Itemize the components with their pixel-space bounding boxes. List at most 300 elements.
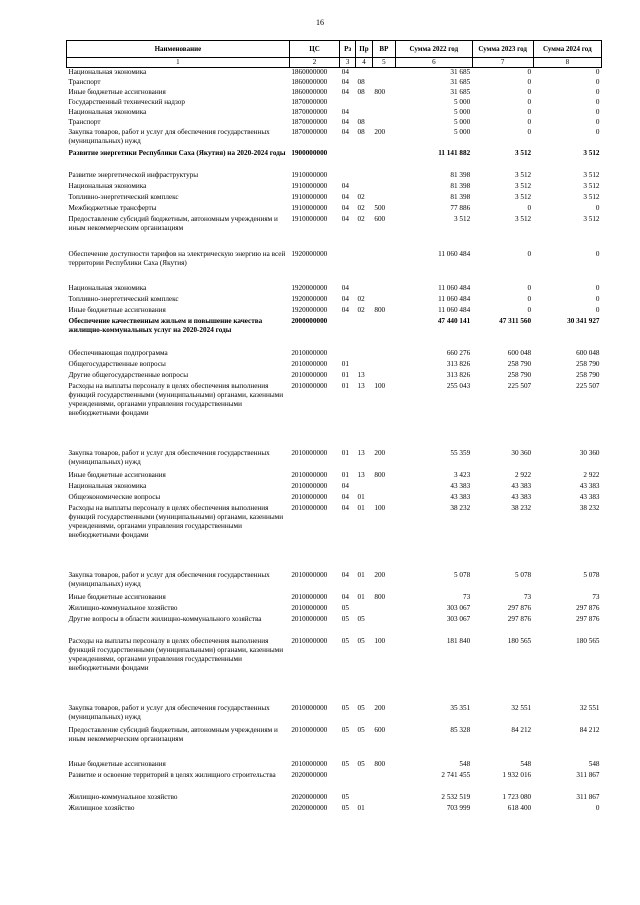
row-expense-type-code [372, 78, 395, 88]
row-subsection-code: 02 [357, 203, 365, 212]
row-sum-2023: 0 [527, 117, 532, 126]
table-row [67, 182, 602, 193]
row-sum-2024: 0 [595, 127, 600, 136]
row-name: Развитие энергетической инфраструктуры [68, 170, 199, 179]
row-section-code: 05 [341, 759, 349, 768]
row-sum-2024: 297 876 [576, 614, 600, 623]
row-section-code: 04 [341, 294, 349, 303]
table-row [67, 504, 602, 571]
row-name: Предоставление субсидий бюджетным, автономным учреждениям и иным некоммерческим организациям [68, 214, 278, 232]
header-sum-2022: Сумма 2022 год [395, 41, 472, 58]
table-row [67, 193, 602, 204]
row-target-code: 2010000000 [291, 592, 328, 601]
table-row [67, 317, 602, 349]
table-row [67, 382, 602, 449]
row-target-code: 1900000000 [291, 148, 328, 157]
row-sum-2024: 30 360 [579, 448, 600, 457]
column-index-row [67, 58, 602, 68]
row-sum-2022: 81 398 [450, 192, 471, 201]
row-sum-2024: 43 383 [579, 492, 600, 501]
row-subsection-code [356, 108, 373, 118]
row-sum-2024: 3 512 [583, 192, 600, 201]
row-sum-2024: 3 512 [583, 170, 600, 179]
row-section-code: 04 [341, 203, 349, 212]
row-sum-2024: 548 [588, 759, 600, 768]
row-sum-2023: 0 [527, 249, 532, 258]
page-number: 16 [316, 18, 324, 27]
table-row [67, 204, 602, 215]
row-sum-2024: 311 867 [576, 770, 600, 779]
row-section-code [340, 171, 356, 182]
column-index: 7 [472, 58, 533, 68]
row-expense-type-code: 200 [374, 127, 386, 136]
row-expense-type-code: 800 [374, 759, 386, 768]
row-expense-type-code [372, 193, 395, 204]
row-target-code: 1910000000 [291, 203, 328, 212]
row-section-code: 05 [341, 792, 349, 801]
row-target-code: 2020000000 [291, 803, 328, 812]
row-name: Транспорт [68, 77, 101, 86]
header-name: Наименование [67, 41, 290, 58]
table-row [67, 793, 602, 804]
row-expense-type-code: 600 [374, 214, 386, 223]
row-target-code: 2010000000 [291, 359, 328, 368]
row-sum-2022: 43 383 [450, 481, 471, 490]
row-target-code: 1910000000 [291, 192, 328, 201]
row-expense-type-code: 200 [374, 570, 386, 579]
row-section-code: 05 [341, 703, 349, 712]
row-name: Государственный технический надзор [68, 97, 185, 106]
row-sum-2023: 43 383 [511, 481, 532, 490]
row-target-code: 2010000000 [291, 636, 328, 645]
row-sum-2023: 3 512 [514, 192, 532, 201]
row-section-code: 04 [341, 127, 349, 136]
row-subsection-code: 08 [357, 127, 365, 136]
row-sum-2022: 31 685 [450, 77, 471, 86]
row-subsection-code: 01 [357, 803, 365, 812]
row-name: Закупка товаров, работ и услуг для обеспечения государственных (муниципальных) нужд [68, 448, 270, 466]
row-expense-type-code [372, 118, 395, 128]
row-section-code: 04 [341, 117, 349, 126]
column-index: 8 [533, 58, 601, 68]
table-row [67, 604, 602, 615]
row-target-code: 2010000000 [291, 759, 328, 768]
row-name: Иные бюджетные ассигнования [68, 592, 166, 601]
row-name: Другие общегосударственные вопросы [68, 370, 189, 379]
row-sum-2023: 618 400 [507, 803, 532, 812]
row-target-code: 1910000000 [291, 181, 328, 190]
row-expense-type-code: 500 [374, 203, 386, 212]
row-sum-2022: 11 060 484 [438, 305, 471, 314]
row-sum-2023: 43 383 [511, 492, 532, 501]
row-name: Расходы на выплаты персоналу в целях обеспечения выполнения функций государственными (муниципальными) органами, казенными учреждениями, органами управления государственными внебюджетными фондами [68, 503, 284, 539]
row-sum-2023: 0 [527, 294, 532, 303]
row-subsection-code: 01 [357, 592, 365, 601]
row-expense-type-code [372, 295, 395, 306]
row-sum-2024: 0 [595, 107, 600, 116]
row-target-code: 1870000000 [291, 107, 328, 116]
row-sum-2022: 313 826 [446, 370, 471, 379]
row-section-code: 04 [341, 570, 349, 579]
row-subsection-code: 02 [357, 214, 365, 223]
row-subsection-code [356, 771, 373, 793]
row-sum-2023: 1 932 016 [502, 770, 532, 779]
row-expense-type-code: 800 [374, 592, 386, 601]
row-section-code: 04 [341, 592, 349, 601]
row-expense-type-code [372, 793, 395, 804]
row-subsection-code: 01 [357, 492, 365, 501]
row-sum-2023: 0 [527, 87, 532, 96]
row-sum-2023: 3 512 [514, 181, 532, 190]
row-section-code: 05 [341, 603, 349, 612]
row-subsection-code [356, 171, 373, 182]
row-target-code: 1920000000 [291, 305, 328, 314]
row-sum-2024: 600 048 [576, 348, 600, 357]
row-target-code: 2010000000 [291, 470, 328, 479]
row-sum-2024: 0 [595, 97, 600, 106]
row-expense-type-code: 100 [374, 636, 386, 645]
row-name: Топливно-энергетический комплекс [68, 192, 179, 201]
row-sum-2022: 5 000 [454, 117, 471, 126]
row-name: Предоставление субсидий бюджетным, автономным учреждениям и иным некоммерческим организациям [68, 725, 278, 743]
row-target-code: 1920000000 [291, 249, 328, 258]
row-section-code: 01 [341, 359, 349, 368]
table-row [67, 637, 602, 704]
row-name: Закупка товаров, работ и услуг для обеспечения государственных (муниципальных) нужд [68, 127, 270, 145]
row-expense-type-code [372, 482, 395, 493]
row-subsection-code: 05 [357, 759, 365, 768]
row-sum-2023: 3 512 [514, 148, 532, 157]
row-section-code: 05 [341, 614, 349, 623]
row-expense-type-code: 800 [374, 87, 386, 96]
column-index: 6 [395, 58, 472, 68]
row-sum-2023: 2 922 [514, 470, 532, 479]
table-row [67, 371, 602, 382]
table-row [67, 108, 602, 118]
row-target-code: 2010000000 [291, 348, 328, 357]
row-sum-2024: 32 551 [579, 703, 600, 712]
table-row [67, 449, 602, 471]
row-sum-2022: 38 232 [450, 503, 471, 512]
row-subsection-code: 02 [357, 294, 365, 303]
table-row [67, 78, 602, 88]
row-sum-2024: 0 [595, 283, 600, 292]
row-expense-type-code [372, 371, 395, 382]
row-name: Иные бюджетные ассигнования [68, 759, 166, 768]
row-sum-2022: 31 685 [450, 87, 471, 96]
row-target-code: 1870000000 [291, 117, 328, 126]
row-subsection-code [356, 349, 373, 360]
row-target-code: 1860000000 [291, 87, 328, 96]
row-sum-2022: 47 440 141 [437, 316, 471, 325]
row-section-code: 04 [341, 492, 349, 501]
row-sum-2022: 303 067 [446, 614, 471, 623]
row-sum-2024: 0 [595, 117, 600, 126]
table-row [67, 215, 602, 250]
row-sum-2024: 3 512 [583, 148, 600, 157]
row-sum-2024: 0 [595, 803, 600, 812]
row-subsection-code [356, 182, 373, 193]
row-sum-2024: 258 790 [576, 370, 600, 379]
row-expense-type-code [372, 68, 395, 78]
row-sum-2022: 2 532 519 [441, 792, 471, 801]
row-target-code: 1860000000 [291, 77, 328, 86]
row-target-code: 2020000000 [291, 770, 328, 779]
row-name: Общегосударственные вопросы [68, 359, 166, 368]
table-row [67, 615, 602, 637]
table-row [67, 118, 602, 128]
table-row [67, 98, 602, 108]
row-sum-2022: 11 060 484 [438, 283, 471, 292]
row-section-code: 04 [341, 77, 349, 86]
row-expense-type-code: 600 [374, 725, 386, 734]
row-expense-type-code: 100 [374, 381, 386, 390]
row-section-code: 04 [341, 283, 349, 292]
row-name: Транспорт [68, 117, 101, 126]
row-sum-2024: 0 [595, 77, 600, 86]
row-expense-type-code [372, 108, 395, 118]
row-expense-type-code: 100 [374, 503, 386, 512]
row-subsection-code [356, 317, 373, 349]
row-sum-2023: 0 [527, 68, 532, 76]
row-sum-2022: 81 398 [450, 170, 471, 179]
row-sum-2024: 30 341 927 [567, 316, 600, 325]
row-name: Межбюджетные трансферты [68, 203, 157, 212]
row-target-code: 2010000000 [291, 503, 328, 512]
row-sum-2022: 181 840 [446, 636, 471, 645]
row-expense-type-code [372, 171, 395, 182]
row-sum-2024: 0 [595, 249, 600, 258]
row-subsection-code: 13 [357, 370, 365, 379]
row-sum-2023: 3 512 [514, 214, 532, 223]
row-section-code [340, 149, 356, 171]
row-section-code: 04 [341, 181, 349, 190]
row-target-code: 2020000000 [291, 792, 328, 801]
row-target-code: 1870000000 [291, 97, 328, 106]
row-target-code: 2010000000 [291, 570, 328, 579]
row-section-code: 01 [341, 448, 349, 457]
row-sum-2024: 84 212 [579, 725, 600, 734]
row-name: Топливно-энергетический комплекс [68, 294, 179, 303]
table-row [67, 68, 602, 78]
row-sum-2023: 297 876 [507, 614, 532, 623]
row-sum-2022: 3 512 [454, 214, 471, 223]
row-name: Другие вопросы в области жилищно-коммунального хозяйства [68, 614, 262, 623]
table-row [67, 704, 602, 726]
column-index: 3 [340, 58, 356, 68]
row-expense-type-code [372, 771, 395, 793]
row-sum-2022: 85 328 [450, 725, 471, 734]
row-sum-2023: 548 [520, 759, 532, 768]
row-sum-2023: 3 512 [514, 170, 532, 179]
row-target-code: 1910000000 [291, 214, 328, 223]
row-expense-type-code [372, 493, 395, 504]
table-row [67, 760, 602, 771]
row-sum-2024: 38 232 [579, 503, 600, 512]
row-section-code: 05 [341, 725, 349, 734]
row-subsection-code: 05 [357, 636, 365, 645]
row-subsection-code: 13 [357, 470, 365, 479]
row-subsection-code: 05 [357, 725, 365, 734]
row-sum-2023: 38 232 [511, 503, 532, 512]
row-target-code: 1920000000 [291, 283, 328, 292]
table-row [67, 149, 602, 171]
row-sum-2022: 73 [462, 592, 471, 601]
row-expense-type-code [372, 250, 395, 284]
row-section-code [340, 771, 356, 793]
row-subsection-code: 13 [357, 448, 365, 457]
table-row [67, 493, 602, 504]
row-sum-2024: 0 [595, 305, 600, 314]
row-subsection-code [356, 604, 373, 615]
row-subsection-code: 08 [357, 87, 365, 96]
table-row [67, 571, 602, 593]
row-sum-2023: 0 [527, 97, 532, 106]
row-sum-2023: 47 311 560 [499, 316, 532, 325]
row-subsection-code: 02 [357, 192, 365, 201]
row-sum-2023: 297 876 [507, 603, 532, 612]
row-target-code: 2010000000 [291, 725, 328, 734]
row-sum-2024: 0 [595, 294, 600, 303]
row-target-code: 2010000000 [291, 370, 328, 379]
row-sum-2024: 311 867 [576, 792, 600, 801]
row-section-code [340, 349, 356, 360]
row-section-code [340, 250, 356, 284]
column-index: 2 [289, 58, 339, 68]
table-row [67, 250, 602, 284]
row-sum-2022: 31 685 [450, 68, 471, 76]
row-sum-2022: 313 826 [446, 359, 471, 368]
row-subsection-code: 05 [357, 703, 365, 712]
row-target-code: 2010000000 [291, 448, 328, 457]
row-expense-type-code [372, 149, 395, 171]
row-subsection-code: 01 [357, 503, 365, 512]
row-name: Расходы на выплаты персоналу в целях обеспечения выполнения функций государственными (муниципальными) органами, казенными учреждениями, органами управления государственными внебюджетными фондами [68, 636, 284, 672]
row-name: Расходы на выплаты персоналу в целях обеспечения выполнения функций государственными (муниципальными) органами, казенными учреждениями, органами управления государственными внебюджетными фондами [68, 381, 284, 417]
row-sum-2022: 55 359 [450, 448, 471, 457]
row-subsection-code [356, 250, 373, 284]
row-section-code: 01 [341, 381, 349, 390]
row-sum-2022: 255 043 [446, 381, 471, 390]
row-name: Жилищно-коммунальное хозяйство [68, 792, 178, 801]
column-index: 1 [67, 58, 290, 68]
row-sum-2022: 81 398 [450, 181, 471, 190]
table-row [67, 88, 602, 98]
row-sum-2024: 0 [595, 68, 600, 76]
row-target-code: 2010000000 [291, 703, 328, 712]
row-sum-2023: 73 [523, 592, 532, 601]
budget-table [66, 40, 602, 815]
row-section-code: 01 [341, 470, 349, 479]
row-sum-2023: 225 507 [507, 381, 532, 390]
row-subsection-code [356, 149, 373, 171]
row-expense-type-code [372, 182, 395, 193]
row-target-code: 1910000000 [291, 170, 328, 179]
table-row [67, 726, 602, 760]
table-header-row [67, 41, 602, 58]
row-sum-2023: 258 790 [507, 359, 532, 368]
row-section-code: 01 [341, 370, 349, 379]
row-sum-2023: 30 360 [511, 448, 532, 457]
row-sum-2023: 0 [527, 305, 532, 314]
row-subsection-code [356, 793, 373, 804]
table-row [67, 771, 602, 793]
table-row [67, 804, 602, 815]
row-sum-2022: 303 067 [446, 603, 471, 612]
table-row [67, 360, 602, 371]
row-sum-2023: 0 [527, 127, 532, 136]
header-rz: Рз [340, 41, 356, 58]
row-target-code: 2010000000 [291, 614, 328, 623]
row-section-code: 04 [341, 305, 349, 314]
row-sum-2023: 5 078 [514, 570, 532, 579]
row-name: Обеспечение качественным жильем и повышение качества жилищно-коммунальных услуг на 2020-2024 годы [68, 316, 263, 334]
table-row [67, 284, 602, 295]
row-expense-type-code: 200 [374, 703, 386, 712]
row-name: Обеспечивающая подпрограмма [68, 348, 168, 357]
row-subsection-code: 08 [357, 77, 365, 86]
row-sum-2023: 0 [527, 203, 532, 212]
row-subsection-code [356, 482, 373, 493]
row-sum-2024: 73 [592, 592, 600, 601]
row-target-code: 2010000000 [291, 481, 328, 490]
row-sum-2024: 0 [595, 87, 600, 96]
row-expense-type-code [372, 615, 395, 637]
row-section-code [340, 317, 356, 349]
row-section-code: 04 [341, 87, 349, 96]
row-expense-type-code: 200 [374, 448, 386, 457]
table-row [67, 171, 602, 182]
row-expense-type-code [372, 360, 395, 371]
header-cs: ЦС [289, 41, 339, 58]
row-sum-2023: 84 212 [511, 725, 532, 734]
row-expense-type-code [372, 317, 395, 349]
row-sum-2022: 2 741 455 [441, 770, 471, 779]
row-sum-2022: 77 886 [450, 203, 471, 212]
table-row [67, 306, 602, 317]
row-expense-type-code: 800 [374, 470, 386, 479]
row-sum-2024: 3 512 [583, 214, 600, 223]
row-expense-type-code [372, 349, 395, 360]
row-sum-2022: 11 141 882 [438, 148, 471, 157]
row-sum-2024: 258 790 [576, 359, 600, 368]
row-sum-2024: 0 [595, 203, 600, 212]
row-sum-2024: 225 507 [576, 381, 600, 390]
row-sum-2024: 3 512 [583, 181, 600, 190]
row-name: Закупка товаров, работ и услуг для обеспечения государственных (муниципальных) нужд [68, 703, 270, 721]
row-section-code: 05 [341, 636, 349, 645]
row-subsection-code: 08 [357, 117, 365, 126]
row-section-code: 04 [341, 68, 349, 76]
row-name: Иные бюджетные ассигнования [68, 305, 166, 314]
row-expense-type-code [372, 604, 395, 615]
row-subsection-code [356, 284, 373, 295]
row-name: Общеэкономические вопросы [68, 492, 161, 501]
row-name: Иные бюджетные ассигнования [68, 87, 166, 96]
row-subsection-code [356, 68, 373, 78]
row-expense-type-code: 800 [374, 305, 386, 314]
row-sum-2023: 600 048 [507, 348, 532, 357]
table-row [67, 482, 602, 493]
row-name: Развитие энергетики Республики Саха (Якутия) на 2020-2024 годы [68, 148, 286, 157]
row-sum-2022: 35 351 [450, 703, 471, 712]
table-body [67, 68, 602, 815]
row-sum-2022: 5 000 [454, 107, 471, 116]
row-name: Национальная экономика [68, 283, 147, 292]
row-target-code: 2000000000 [291, 316, 328, 325]
row-section-code: 04 [341, 214, 349, 223]
row-target-code: 2010000000 [291, 603, 328, 612]
